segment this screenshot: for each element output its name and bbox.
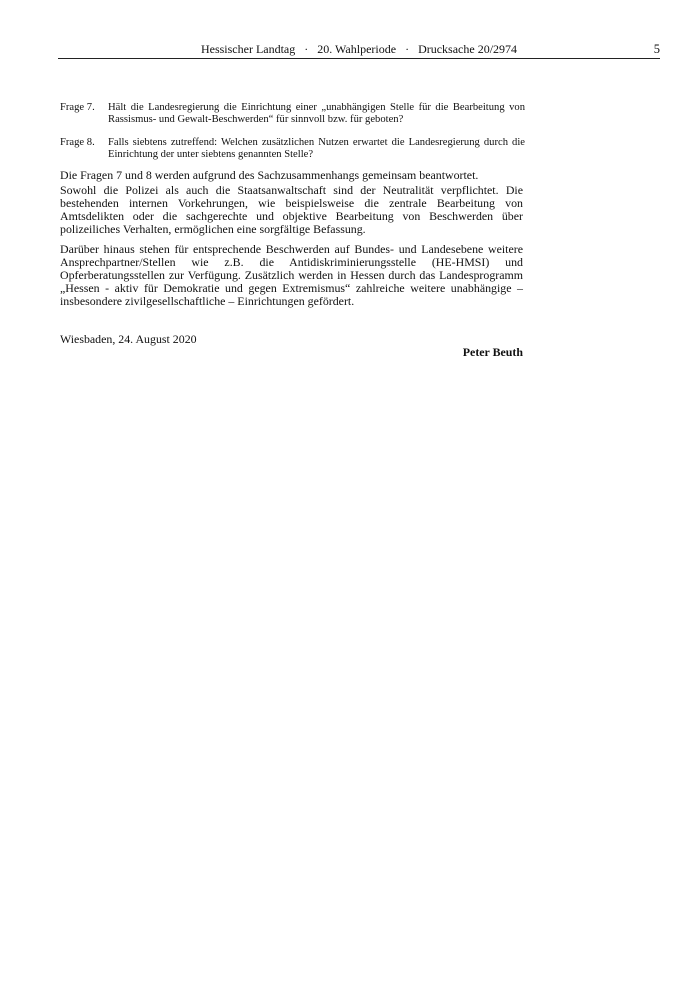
question-label: Frage 8. — [60, 137, 95, 148]
page-number: 5 — [653, 42, 660, 56]
signature: Peter Beuth — [462, 345, 523, 359]
closing-date: Wiesbaden, 24. August 2020 — [60, 332, 197, 346]
header-document-number: Drucksache 20/2974 — [418, 42, 518, 56]
header-separator: · — [405, 42, 410, 56]
header-title-line — [58, 42, 660, 56]
page-header — [58, 42, 660, 60]
answer-paragraph-2: Darüber hinaus stehen für entsprechende Beschwerden auf Bundes- und Landesebene weitere Ansprechpartner/Stellen wie z.B. die Antidiskriminierungsstelle (HE-HMSI) und Opferberatungsstellen zur Verfügung. Zusätzlich werden in Hessen durch das Landesprogramm „Hessen - aktiv für Demokratie und gegen Extremismus“ zahlreiche weitere unabhängige – insbesondere zivilgesellschaftliche – Einrichtungen gefördert. — [60, 242, 523, 308]
header-separator: · — [304, 42, 309, 56]
question-label: Frage 7. — [60, 102, 95, 113]
question-text: Falls siebtens zutreffend: Welchen zusätzlichen Nutzen erwartet die Landesregierung durch die Einrichtung der unter siebtens genannten Stelle? — [108, 137, 525, 160]
question-8 — [60, 137, 525, 161]
question-text: Hält die Landesregierung die Einrichtung einer „unabhängigen Stelle für die Bearbeitung von Rassismus- und Gewalt-Beschwerden“ für sinnvoll bzw. für geboten? — [108, 102, 525, 125]
answer-intro: Die Fragen 7 und 8 werden aufgrund des Sachzusammenhangs gemeinsam beantwortet. — [60, 168, 479, 182]
answer-paragraph-1: Sowohl die Polizei als auch die Staatsanwaltschaft sind der Neutralität verpflichtet. Die bestehenden internen Vorkehrungen, wie beispielsweise die zentrale Bearbeitung von Amtsdelikten oder die sachgerechte und objektive Bearbeitung von Beschwerden über polizeiliches Verhalten, ermöglichen eine sorgfältige Befassung. — [60, 183, 523, 236]
header-period: 20. Wahlperiode — [317, 42, 397, 56]
header-rule — [58, 58, 660, 59]
header-publisher: Hessischer Landtag — [200, 42, 296, 56]
question-7 — [60, 102, 525, 126]
